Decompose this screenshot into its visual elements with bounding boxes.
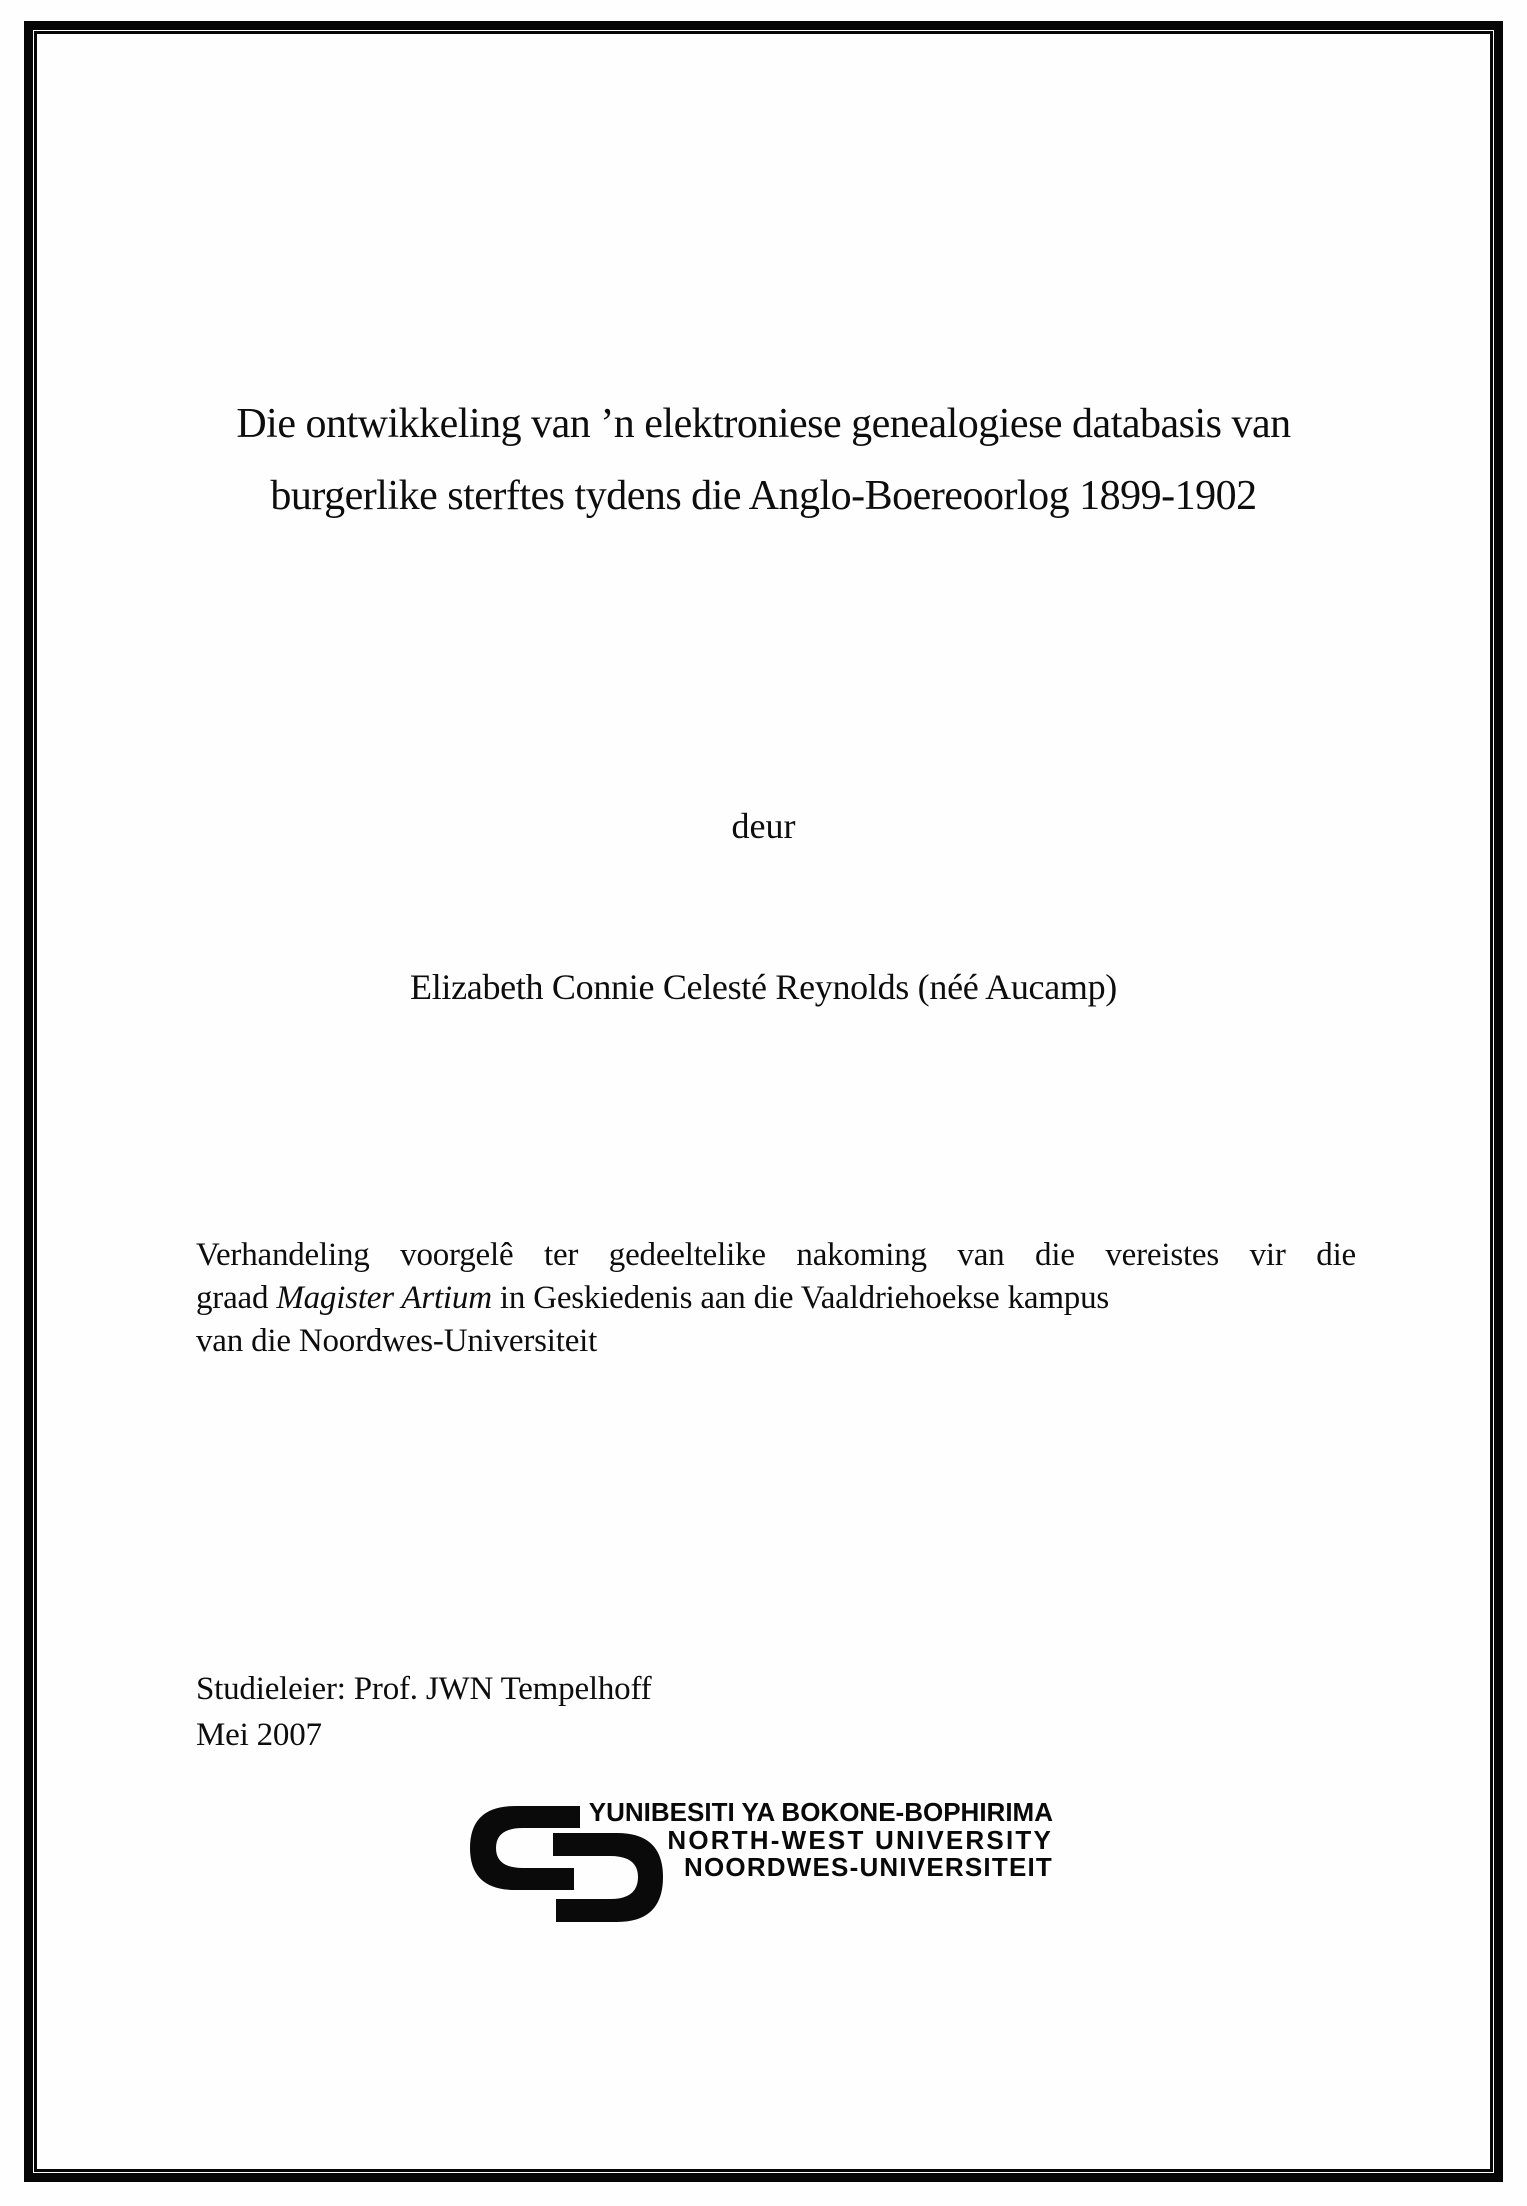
degree-name-italic: Magister Artium <box>276 1280 492 1316</box>
statement-line-1: Verhandeling voorgelê ter gedeeltelike nakoming van die vereistes vir die <box>196 1237 1356 1273</box>
statement-line-2-prefix: graad <box>196 1280 277 1316</box>
university-logo-text <box>589 1799 1053 1882</box>
date-line: Mei 2007 <box>196 1717 322 1753</box>
statement-line-3: van die Noordwes-Universiteit <box>196 1323 598 1359</box>
title-line-1: Die ontwikkeling van ’n elektroniese genealogiese databasis van <box>236 401 1291 447</box>
logo-line-afrikaans: NOORDWES-UNIVERSITEIT <box>684 1852 1053 1882</box>
title-line-2: burgerlike sterftes tydens die Anglo-Boereoorlog 1899-1902 <box>270 473 1257 519</box>
degree-statement <box>196 1234 1356 1363</box>
thesis-title <box>0 388 1527 532</box>
statement-line-2-suffix: in Geskiedenis aan die Vaaldriehoekse kampus <box>491 1280 1110 1316</box>
supervisor-block <box>196 1666 651 1758</box>
supervisor-line: Studieleier: Prof. JWN Tempelhoff <box>196 1671 652 1707</box>
statement-line-2 <box>196 1277 1356 1320</box>
author-name: Elizabeth Connie Celesté Reynolds (néé Aucamp) <box>410 967 1117 1007</box>
byline-label: deur <box>731 806 796 846</box>
logo-line-english: NORTH-WEST UNIVERSITY <box>667 1824 1053 1855</box>
logo-line-setswana: YUNIBESITI YA BOKONE-BOPHIRIMA <box>588 1797 1053 1827</box>
